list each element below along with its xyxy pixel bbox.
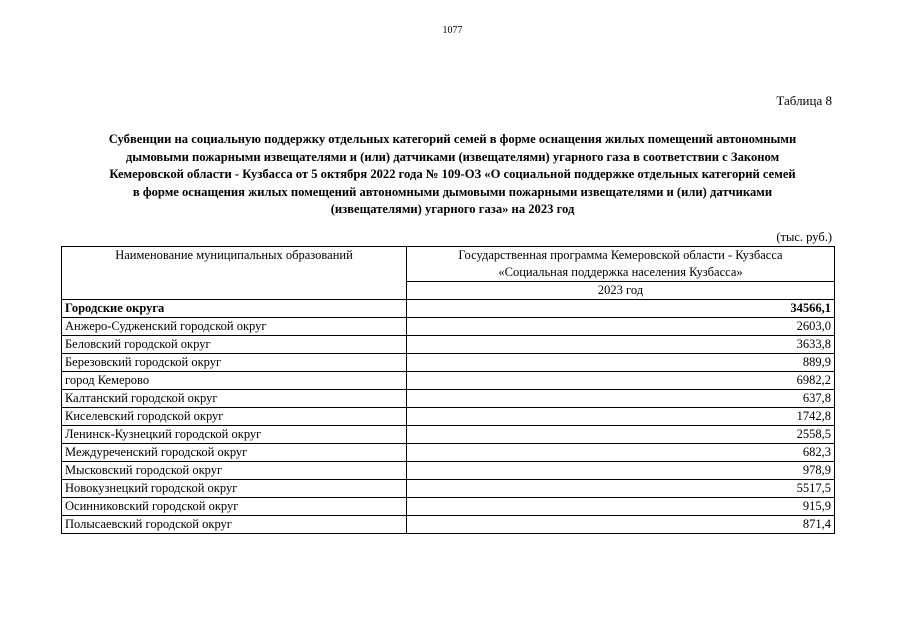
header-program-line: Государственная программа Кемеровской области - Кузбасса [458,248,783,262]
subsidy-value: 1742,8 [407,408,835,426]
title-line: Субвенции на социальную поддержку отдельных категорий семей в форме оснащения жилых помещений автономными [108,132,797,146]
subsidy-value: 871,4 [407,516,835,534]
subsidy-value: 2558,5 [407,426,835,444]
municipality-name: Междуреченский городской округ [62,444,407,462]
table-row [62,480,835,498]
table-row [62,444,835,462]
municipality-name: Полысаевский городской округ [62,516,407,534]
subsidy-value: 2603,0 [407,318,835,336]
title-line: Кемеровской области - Кузбасса от 5 октября 2022 года № 109-ОЗ «О социальной поддержке отдельных категорий семей [109,167,796,182]
title-line: в форме оснащения жилых помещений автономными дымовыми пожарными извещателями и (или) датчиками [132,184,773,199]
subsidy-value: 889,9 [407,354,835,372]
municipality-name: Новокузнецкий городской округ [62,480,407,498]
subsidy-value: 637,8 [407,390,835,408]
document-title [60,131,845,219]
table-row [62,354,835,372]
municipality-name: Березовский городской округ [62,354,407,372]
subsidy-table [61,246,835,534]
municipality-name: город Кемерово [62,372,407,390]
municipality-name: Мысковский городской округ [62,462,407,480]
municipality-name: Ленинск-Кузнецкий городской округ [62,426,407,444]
table-row [62,336,835,354]
table-row [62,372,835,390]
header-program [407,247,835,282]
total-value: 34566,1 [407,300,835,318]
table-row [62,408,835,426]
municipality-name: Анжеро-Судженский городской округ [62,318,407,336]
table-row [62,516,835,534]
table-row [62,390,835,408]
total-name: Городские округа [62,300,407,318]
table-row [62,462,835,480]
municipality-name: Осинниковский городской округ [62,498,407,516]
table-row [62,498,835,516]
header-municipality: Наименование муниципальных образований [62,247,407,300]
subsidy-value: 915,9 [407,498,835,516]
page-number: 1077 [442,25,463,36]
subsidy-value: 3633,8 [407,336,835,354]
subsidy-value: 6982,2 [407,372,835,390]
municipality-name: Беловский городской округ [62,336,407,354]
table-row [62,426,835,444]
header-program-line: «Социальная поддержка населения Кузбасса» [498,265,743,279]
subsidy-value: 978,9 [407,462,835,480]
municipality-name: Киселевский городской округ [62,408,407,426]
subsidy-value: 5517,5 [407,480,835,498]
table-row [62,318,835,336]
subsidy-value: 682,3 [407,444,835,462]
municipality-name: Калтанский городской округ [62,390,407,408]
total-row [62,300,835,318]
header-year: 2023 год [407,282,835,300]
unit-label: (тыс. руб.) [776,230,832,244]
title-line: (извещателями) угарного газа» на 2023 год [330,202,575,217]
title-line: дымовыми пожарными извещателями и (или) датчиками (извещателями) угарного газа в соответствии с Законом [125,149,780,164]
table-label: Таблица 8 [776,93,832,108]
